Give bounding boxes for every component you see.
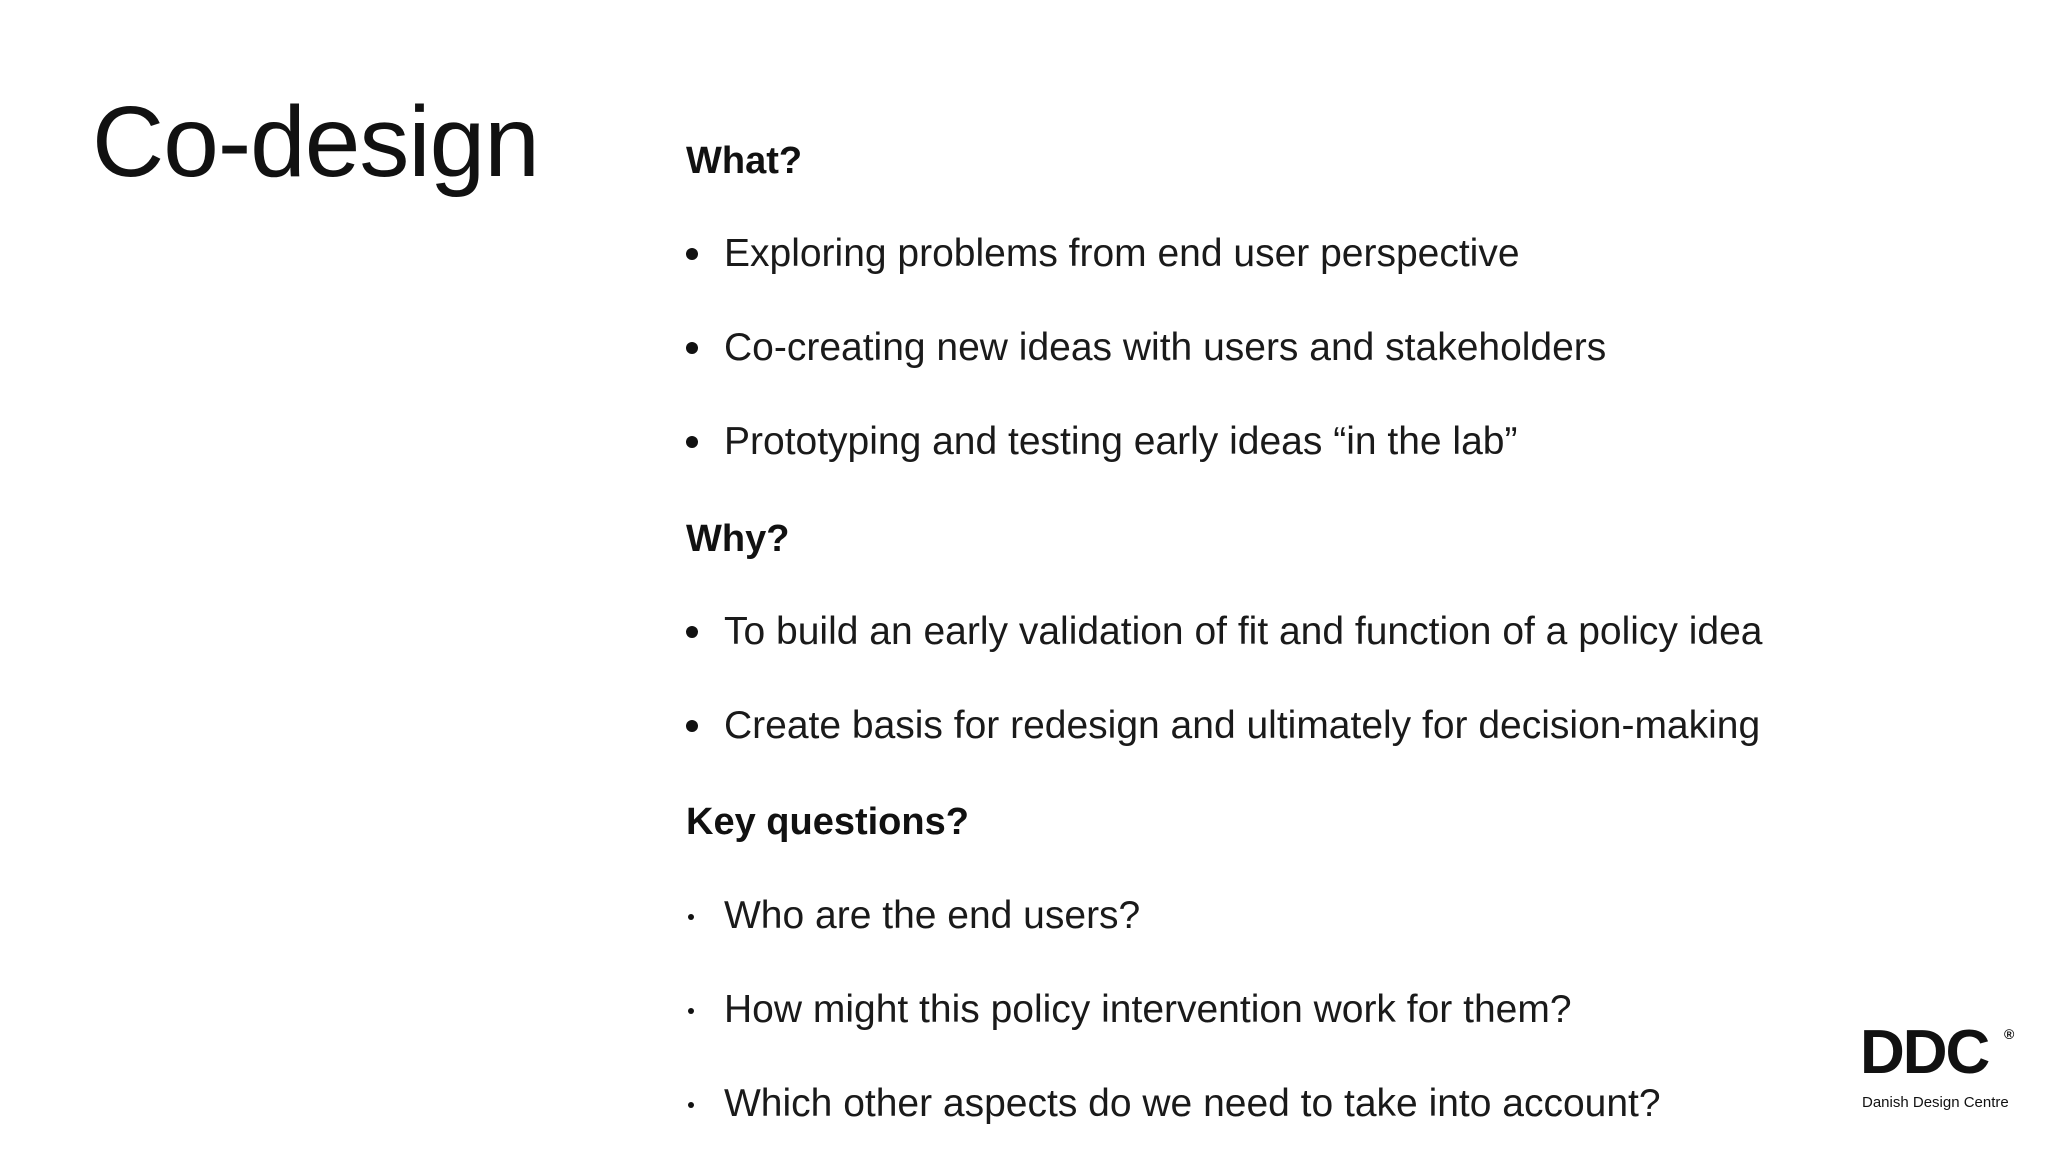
slide-content: What? Exploring problems from end user perspective Co-creating new ideas with users and stakeholders Prototyping and testing early ideas “in the lab” Why? To build an early validation of fit and function of a policy idea Create basis for redesign and ultimately for decision-making Key questions? Who are the end users? How might this policy intervention work for them? Which other aspects do we need to take into account? bbox=[686, 140, 1763, 1125]
bullet-icon bbox=[686, 248, 698, 260]
section-heading-why: Why? bbox=[686, 518, 790, 560]
registered-icon: ® bbox=[2004, 1026, 2015, 1042]
bullet-icon bbox=[686, 342, 698, 354]
section-heading-key-questions: Key questions? bbox=[686, 801, 969, 843]
bullet-icon bbox=[686, 720, 698, 732]
bullet-icon bbox=[686, 626, 698, 638]
ddc-logo bbox=[1860, 1018, 2020, 1112]
slide-title: Co-design bbox=[92, 86, 539, 198]
bullet-icon bbox=[688, 914, 694, 920]
logo-subtitle: Danish Design Centre bbox=[1862, 1094, 2009, 1111]
logo-mark: DDC bbox=[1860, 1018, 1989, 1087]
section-heading-what: What? bbox=[686, 140, 803, 182]
bullet-icon bbox=[686, 436, 698, 448]
bullet-icon bbox=[688, 1102, 694, 1108]
bullet-icon bbox=[688, 1008, 694, 1014]
